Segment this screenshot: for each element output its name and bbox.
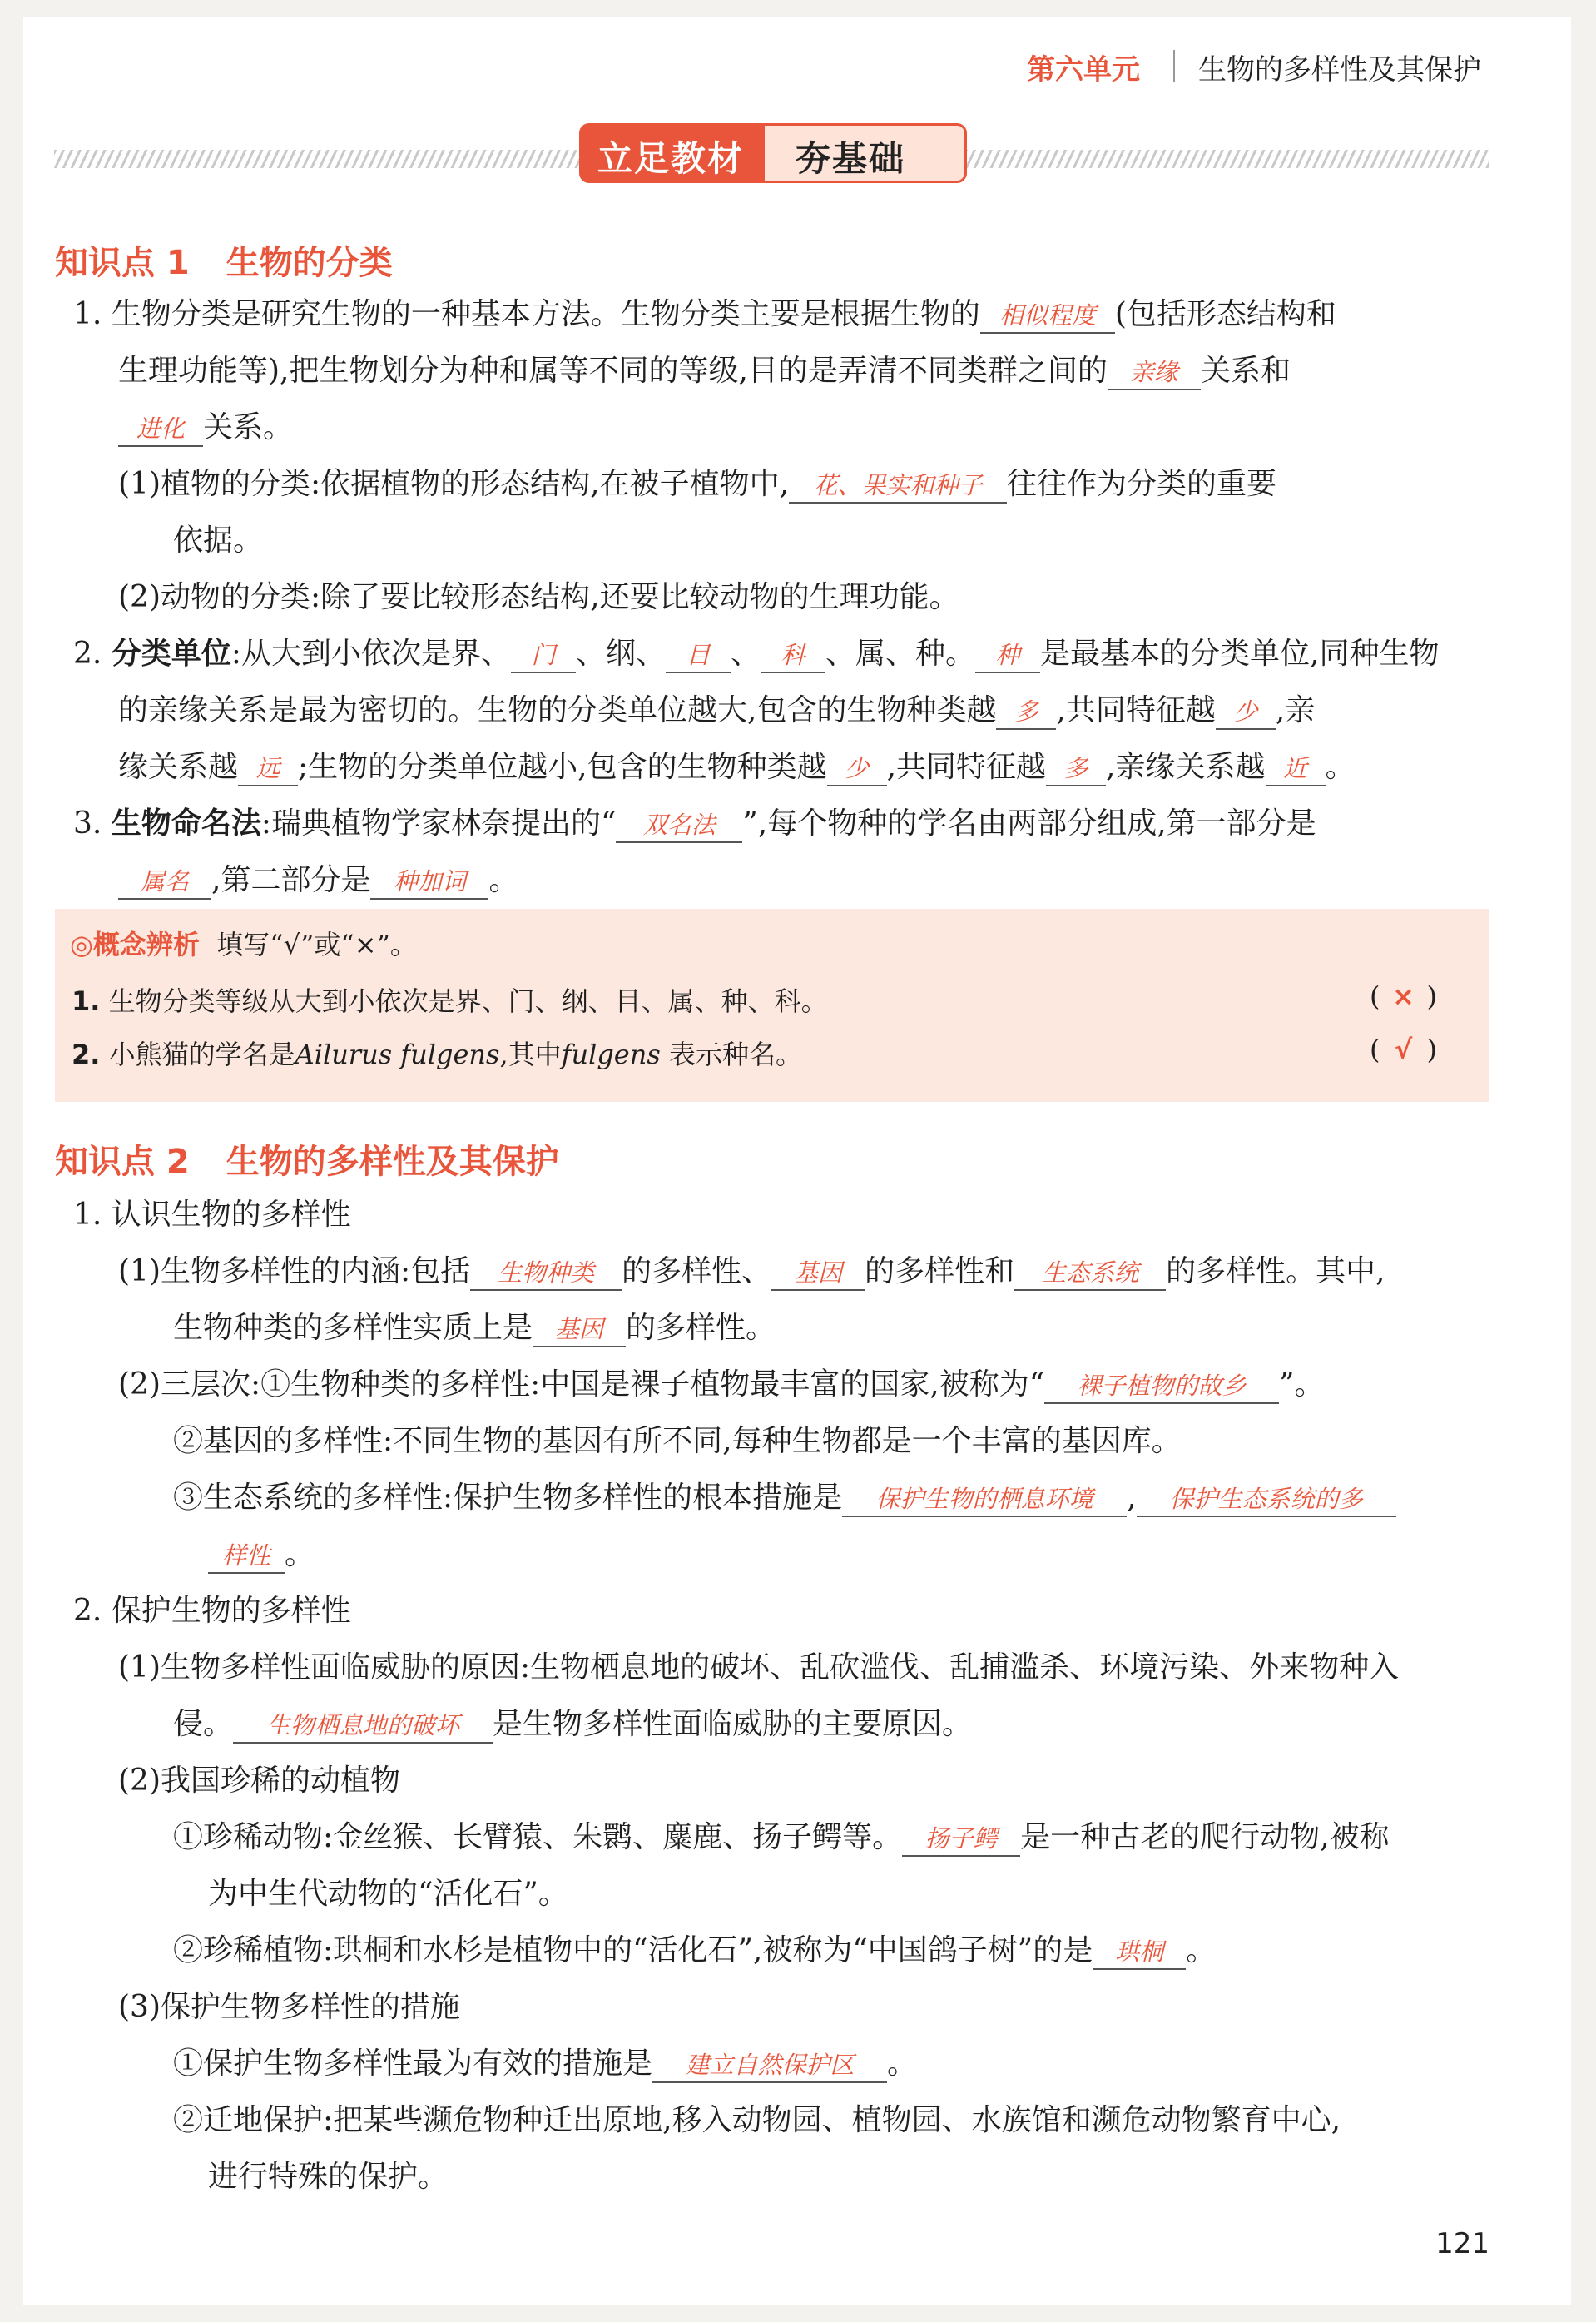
- text: ;生物的分类单位越小,包含的生物种类越: [298, 750, 827, 784]
- concept-title: [70, 924, 417, 962]
- blank-answer: 目: [666, 638, 731, 673]
- term-heading: 生物命名法: [111, 806, 261, 841]
- text: (包括形态结构和: [1114, 297, 1336, 331]
- kp2-s1-line5: [173, 1480, 1396, 1517]
- blank-answer: 裸子植物的故乡: [1044, 1369, 1279, 1404]
- answer-mark: √: [1394, 1034, 1413, 1065]
- text: ,共同特征越: [886, 750, 1047, 784]
- latin-name: Ailurus fulgens: [295, 1039, 500, 1070]
- kp2-s2-line9: ②迁地保护:把某些濒危物种迁出原地,移入动物园、植物园、水族馆和濒危动物繁育中心,: [173, 2103, 1341, 2137]
- concept-heading: ◎概念辨析: [70, 929, 200, 960]
- question-text: 生物分类等级从大到小依次是界、门、纲、目、属、种、科。: [108, 985, 828, 1017]
- latin-name: fulgens: [561, 1039, 661, 1070]
- text: ,: [1127, 1481, 1137, 1515]
- blank-answer: 基因: [771, 1256, 865, 1291]
- blank-answer: 门: [511, 638, 576, 673]
- blank-answer: 多: [996, 695, 1056, 730]
- blank-answer: 样性: [208, 1539, 285, 1574]
- kp1-item1-sub2: (2)动物的分类:除了要比较形态结构,还要比较动物的生理功能。: [118, 580, 959, 614]
- kp2-number: 知识点 2: [55, 1143, 190, 1181]
- blank-answer: 扬子鳄: [902, 1822, 1020, 1857]
- text: 的多样性。其中,: [1166, 1254, 1385, 1288]
- blank-answer: 少: [827, 752, 887, 786]
- kp1-number: 知识点 1: [55, 244, 190, 282]
- text: (2)三层次:①生物种类的多样性:中国是裸子植物最丰富的国家,被称为“: [118, 1367, 1045, 1402]
- text: 。: [488, 863, 519, 897]
- text: 的多样性和: [865, 1254, 1015, 1288]
- concept-answer-2: [1370, 1034, 1470, 1065]
- kp2-s2-line10: 进行特殊的保护。: [208, 2160, 449, 2194]
- blank-answer: 双名法: [616, 808, 742, 843]
- text: 侵。: [173, 1707, 234, 1741]
- blank-answer: 近: [1266, 752, 1326, 786]
- question-text: 表示种名。: [668, 1039, 802, 1070]
- text: 缘关系越: [118, 750, 239, 784]
- text: 。: [887, 2047, 918, 2081]
- text: 。: [1325, 750, 1356, 784]
- banner-text-1: 立足教材: [597, 138, 745, 179]
- kp1-heading: [55, 236, 393, 284]
- kp2-s1-line4: ②基因的多样性:不同生物的基因有所不同,每种生物都是一个丰富的基因库。: [173, 1424, 1182, 1458]
- concept-analysis-box: [55, 909, 1489, 1102]
- blank-answer: 属名: [118, 865, 211, 900]
- text: ,共同特征越: [1056, 693, 1216, 727]
- item-number: 1.: [73, 297, 102, 331]
- kp2-s2-line5: 为中生代动物的“活化石”。: [208, 1877, 568, 1911]
- hatch-decoration-left: [54, 150, 587, 168]
- banner-text-2: 夯基础: [796, 138, 906, 179]
- kp2-s1-line2: [173, 1310, 776, 1347]
- kp1-title: 生物的分类: [226, 244, 393, 282]
- text: ①珍稀动物:金丝猴、长臂猿、朱鹮、麋鹿、扬子鳄等。: [173, 1820, 903, 1854]
- kp1-item2-line2: [118, 692, 1315, 730]
- concept-answer-1: [1370, 980, 1470, 1012]
- blank-answer: 珙桐: [1093, 1935, 1186, 1970]
- kp2-s2-line1: (1)生物多样性面临威胁的原因:生物栖息地的破坏、乱砍滥伐、乱捕滥杀、环境污染、外来物种入: [118, 1650, 1400, 1684]
- blank-answer: 少: [1216, 695, 1276, 730]
- term-heading: 分类单位: [111, 637, 231, 671]
- blank-answer: 生态系统: [1014, 1256, 1166, 1291]
- blank-answer: 生物种类: [470, 1256, 622, 1291]
- text: 、: [730, 637, 761, 671]
- paren: ): [1426, 1034, 1437, 1065]
- blank-answer: 种: [975, 638, 1040, 673]
- text: ③生态系统的多样性:保护生物多样性的根本措施是: [173, 1481, 843, 1515]
- kp1-item1-sub1: [118, 466, 1276, 504]
- kp1-item2-line3: [118, 749, 1356, 786]
- text: 是最基本的分类单位,同种生物: [1040, 637, 1440, 671]
- blank-answer: 保护生物的栖息环境: [842, 1482, 1127, 1517]
- text: ①保护生物多样性最为有效的措施是: [173, 2047, 653, 2081]
- answer-mark: ×: [1392, 980, 1415, 1012]
- text: 关系和: [1200, 354, 1291, 388]
- text: 的多样性。: [626, 1311, 776, 1345]
- text: ,亲: [1275, 693, 1316, 727]
- text: ”。: [1279, 1367, 1325, 1402]
- question-number: 1.: [72, 985, 101, 1017]
- question-text: 小熊猫的学名是: [108, 1039, 295, 1070]
- item-number: 2.: [73, 637, 102, 671]
- text: 生物种类的多样性实质上是: [173, 1311, 533, 1345]
- text: 的多样性、: [622, 1254, 772, 1288]
- kp2-s1-line1: [118, 1253, 1385, 1291]
- blank-answer: 多: [1046, 752, 1106, 786]
- item-number: 3.: [73, 806, 102, 841]
- kp2-s2-line4: [173, 1819, 1390, 1857]
- unit-topic: 生物的多样性及其保护: [1198, 53, 1481, 87]
- kp2-s1-line6: [208, 1536, 315, 1574]
- text: 、纲、: [575, 637, 666, 671]
- concept-instruction: 填写“√”或“×”。: [216, 929, 417, 960]
- text: 的亲缘关系是最为密切的。生物的分类单位越大,包含的生物种类越: [118, 693, 997, 727]
- header-divider: [1173, 50, 1175, 82]
- blank-answer: 远: [238, 752, 298, 786]
- text: (1)植物的分类:依据植物的形态结构,在被子植物中,: [118, 467, 790, 501]
- blank-answer: 亲缘: [1108, 355, 1201, 390]
- kp2-section2-heading: 2. 保护生物的多样性: [73, 1594, 351, 1628]
- kp2-heading: [55, 1135, 559, 1183]
- text: ,第二部分是: [211, 863, 371, 897]
- section-banner: [579, 123, 967, 183]
- kp1-item1-line1: [73, 296, 1336, 334]
- blank-answer: 花、果实和种子: [789, 469, 1007, 504]
- text: :瑞典植物学家林奈提出的“: [260, 806, 617, 841]
- text: 关系。: [203, 410, 294, 444]
- blank-answer: 种加词: [370, 865, 488, 900]
- hatch-decoration-right: [957, 150, 1489, 168]
- kp2-s2-line3: (2)我国珍稀的动植物: [118, 1764, 400, 1798]
- blank-answer: 基因: [533, 1312, 626, 1347]
- concept-question-1: [72, 980, 828, 1019]
- text: 往往作为分类的重要: [1007, 467, 1277, 501]
- question-number: 2.: [72, 1039, 101, 1070]
- kp2-s2-line6: [173, 1933, 1216, 1970]
- text: 。: [285, 1537, 315, 1571]
- text: 生理功能等),把生物划分为种和属等不同的等级,目的是弄清不同类群之间的: [118, 354, 1108, 388]
- kp2-s1-line3: [118, 1367, 1325, 1404]
- unit-label: 第六单元: [1027, 53, 1140, 87]
- question-text: ,其中: [499, 1039, 562, 1070]
- text: 。: [1186, 1933, 1217, 1967]
- kp1-item3-line2: [118, 862, 518, 900]
- blank-answer: 生物栖息地的破坏: [233, 1709, 493, 1744]
- text: :从大到小依次是界、: [230, 637, 511, 671]
- text: ②珍稀植物:珙桐和水杉是植物中的“活化石”,被称为“中国鸽子树”的是: [173, 1933, 1093, 1967]
- paren: ): [1426, 980, 1437, 1012]
- text: ”,每个物种的学名由两部分组成,第一部分是: [742, 806, 1316, 841]
- kp1-item3-line1: [73, 806, 1316, 843]
- blank-answer: 相似程度: [980, 299, 1115, 334]
- kp1-item1-line3: [118, 409, 293, 447]
- text: 、属、种。: [825, 637, 976, 671]
- blank-answer: 科: [761, 638, 825, 673]
- kp2-title: 生物的多样性及其保护: [226, 1143, 559, 1181]
- kp1-item1-sub1-cont: 依据。: [173, 523, 264, 558]
- kp2-s2-line7: (3)保护生物多样性的措施: [118, 1990, 460, 2024]
- text: 生物分类是研究生物的一种基本方法。生物分类主要是根据生物的: [111, 297, 980, 331]
- kp1-item2-line1: [73, 636, 1439, 673]
- text: ,亲缘关系越: [1106, 750, 1266, 784]
- blank-answer: 进化: [118, 412, 203, 447]
- paren: (: [1370, 1034, 1380, 1065]
- text: 是一种古老的爬行动物,被称: [1020, 1820, 1390, 1854]
- paren: (: [1370, 980, 1380, 1012]
- kp2-s2-line8: [173, 2046, 917, 2083]
- blank-answer: 保护生态系统的多: [1137, 1482, 1396, 1517]
- kp2-section1-heading: 1. 认识生物的多样性: [73, 1198, 351, 1232]
- kp1-item1-line2: [118, 353, 1291, 390]
- blank-answer: 建立自然保护区: [652, 2048, 887, 2083]
- text: 是生物多样性面临威胁的主要原因。: [493, 1707, 973, 1741]
- text: (1)生物多样性的内涵:包括: [118, 1254, 471, 1288]
- kp2-s2-line2: [173, 1706, 972, 1744]
- page-number: 121: [1435, 2227, 1489, 2260]
- concept-question-2: [72, 1034, 802, 1072]
